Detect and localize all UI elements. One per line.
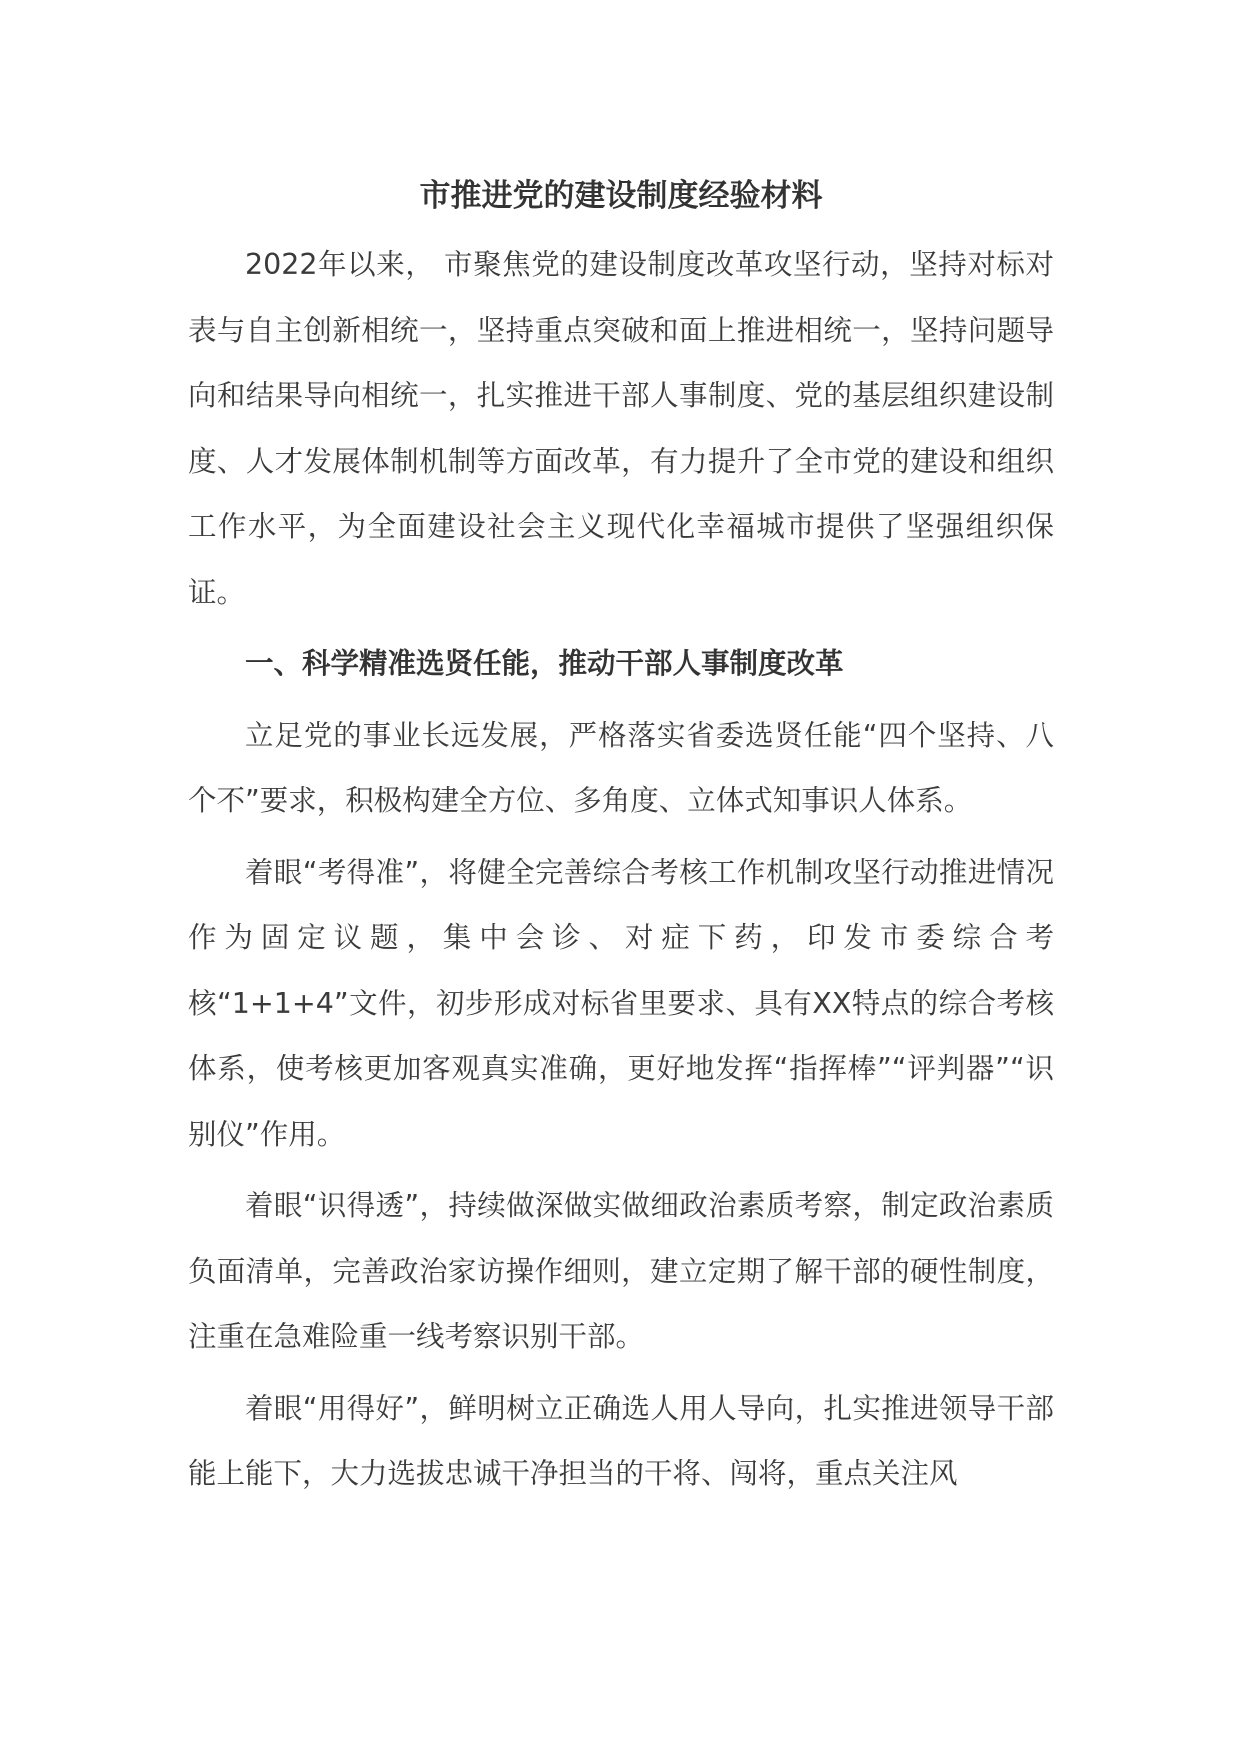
- body-paragraph: 立足党的事业长远发展，严格落实省委选贤任能“四个坚持、八个不”要求，积极构建全方位、多角度、立体式知事识人体系。: [188, 718, 1054, 817]
- intro-paragraph: 2022年以来， 市聚焦党的建设制度改革攻坚行动，坚持对标对表与自主创新相统一，坚持重点突破和面上推进相统一，坚持问题导向和结果导向相统一，扎实推进干部人事制度、党的基层组织建设制度、人才发展体制机制等方面改革，有力提升了全市党的建设和组织工作水平，为全面建设社会主义现代化幸福城市提供了坚强组织保证。: [188, 248, 1054, 609]
- body-paragraph: 着眼“识得透”，持续做深做实做细政治素质考察，制定政治素质负面清单，完善政治家访操作细则，建立定期了解干部的硬性制度，注重在急难险重一线考察识别干部。: [188, 1189, 1054, 1353]
- document-title: 市推进党的建设制度经验材料: [419, 178, 823, 214]
- document-page: [188, 160, 1054, 1513]
- body-paragraph: 着眼“用得好”，鲜明树立正确选人用人导向，扎实推进领导干部能上能下，大力选拔忠诚干净担当的干将、闯将，重点关注风: [188, 1391, 1054, 1490]
- section-heading: 一、科学精准选贤任能，推动干部人事制度改革: [245, 647, 844, 680]
- body-paragraph: 着眼“考得准”，将健全完善综合考核工作机制攻坚行动推进情况作为固定议题，集中会诊、对症下药，印发市委综合考核“1+1+4”文件，初步形成对标省里要求、具有XX特点的综合考核体系，使考核更加客观真实准确，更好地发挥“指挥棒”“评判器”“识别仪”作用。: [188, 855, 1054, 1151]
